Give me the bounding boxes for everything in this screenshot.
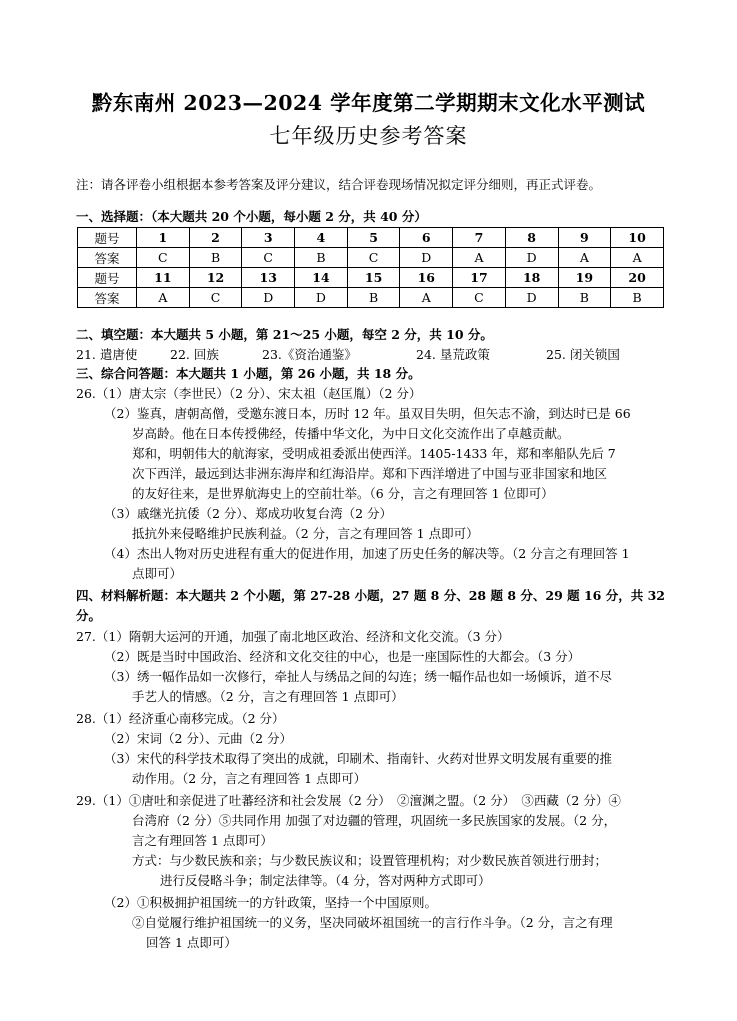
answer-line: 回答 1 点即可） <box>146 935 237 950</box>
answer-line: 台湾府（2 分）⑤共同作用 加强了对边疆的管理，巩固统一多民族国家的发展。（2 分， <box>132 813 617 828</box>
answer-cell: C <box>242 248 295 268</box>
question-number: 20 <box>611 268 664 288</box>
question-number: 16 <box>400 268 453 288</box>
answer-cell: A <box>453 248 506 268</box>
question-number: 12 <box>189 268 242 288</box>
answer-cell: A <box>137 288 190 308</box>
section4-heading-cont: 分。 <box>76 608 102 623</box>
question-number: 3 <box>242 228 295 248</box>
blank-answer: 23.《资治通鉴》 <box>262 347 357 362</box>
question-number: 17 <box>453 268 506 288</box>
answer-cell: C <box>453 288 506 308</box>
answer-line: 手艺人的情感。（2 分，言之有理回答 1 点即可） <box>132 689 404 704</box>
question-number: 1 <box>137 228 190 248</box>
question-number: 11 <box>137 268 190 288</box>
section3-heading: 三、综合问答题：本大题共 1 小题，第 26 小题，共 18 分。 <box>76 366 421 381</box>
answer-cell: C <box>137 248 190 268</box>
answer-line: 次下西洋，最远到达非洲东海岸和红海沿岸。郑和下西洋增进了中国与亚非国家和地区 <box>132 466 608 481</box>
answer-line: 方式：与少数民族和亲；与少数民族议和；设置管理机构；对少数民族首领进行册封； <box>132 853 608 868</box>
question-number: 7 <box>453 228 506 248</box>
question-number: 19 <box>558 268 611 288</box>
answer-line: 言之有理回答 1 点即可） <box>132 833 273 848</box>
answer-line: ②自觉履行维护祖国统一的义务，坚决同破坏祖国统一的言行作斗争。（2 分，言之有理 <box>132 915 613 930</box>
answer-line: 郑和，明朝伟大的航海家，受明成祖委派出使西洋。1405-1433 年，郑和率船队先后 7 <box>132 446 616 461</box>
question-number: 14 <box>295 268 348 288</box>
answer-cell: D <box>242 288 295 308</box>
answer-line: （2）①积极拥护祖国统一的方针政策，坚持一个中国原则。 <box>104 895 437 910</box>
table-row <box>78 288 664 308</box>
blank-answer: 21. 遣唐使 <box>76 347 138 362</box>
blank-answer: 24. 垦荒政策 <box>416 347 490 362</box>
answer-line: （2）既是当时中国政治、经济和文化交往的中心，也是一座国际性的大都会。（3 分） <box>104 649 581 664</box>
blank-answer: 22. 回族 <box>170 347 219 362</box>
answer-cell: B <box>347 288 400 308</box>
table-row <box>78 228 664 248</box>
question-number: 4 <box>295 228 348 248</box>
answer-cell: D <box>505 288 558 308</box>
answer-cell: A <box>400 288 453 308</box>
answer-cell: C <box>347 248 400 268</box>
section4-heading: 四、材料解析题：本大题共 2 个小题，第 27-28 小题，27 题 8 分、28 题 8 分、29 题 16 分，共 32 <box>76 588 665 603</box>
question-number: 5 <box>347 228 400 248</box>
answer-line: （2）宋词（2 分）、元曲（2 分） <box>104 731 293 746</box>
answer-cell: A <box>558 248 611 268</box>
page-subtitle: 七年级历史参考答案 <box>269 124 468 148</box>
row-label: 答案 <box>78 288 137 308</box>
answer-cell: B <box>558 288 611 308</box>
answer-line: 29.（1）①唐吐和亲促进了吐蕃经济和社会发展（2 分） ②澶渊之盟。（2 分） ③西藏（2 分）④ <box>76 793 621 808</box>
question-number: 9 <box>558 228 611 248</box>
answer-line: 点即可） <box>132 566 183 581</box>
answer-line: 动作用。（2 分，言之有理回答 1 点即可） <box>132 771 367 786</box>
answer-line: （3）绣一幅作品如一次修行，牵扯人与绣品之间的勾连；绣一幅作品也如一场倾诉，道不尽 <box>104 669 612 684</box>
answer-cell: B <box>295 248 348 268</box>
question-number: 18 <box>505 268 558 288</box>
question-number: 6 <box>400 228 453 248</box>
table-row <box>78 248 664 268</box>
question-number: 2 <box>189 228 242 248</box>
answer-cell: B <box>611 288 664 308</box>
section1-heading: 一、选择题：（本大题共 20 个小题，每小题 2 分，共 40 分） <box>76 209 427 224</box>
answer-line: 27.（1）隋朝大运河的开通，加强了南北地区政治、经济和文化交流。（3 分） <box>76 629 510 644</box>
question-number: 8 <box>505 228 558 248</box>
answer-cell: A <box>611 248 664 268</box>
answer-line: （3）宋代的科学技术取得了突出的成就，印刷术、指南针、火药对世界文明发展有重要的推 <box>104 751 612 766</box>
answer-line: 抵抗外来侵略维护民族利益。（2 分，言之有理回答 1 点即可） <box>132 526 479 541</box>
question-number: 13 <box>242 268 295 288</box>
row-label: 答案 <box>78 248 137 268</box>
row-label: 题号 <box>78 228 137 248</box>
question-number: 10 <box>611 228 664 248</box>
table-row <box>78 268 664 288</box>
page-title: 黔东南州 2023—2024 学年度第二学期期末文化水平测试 <box>91 91 646 115</box>
answer-cell: D <box>295 288 348 308</box>
question-number: 15 <box>347 268 400 288</box>
answer-line: （2）鉴真，唐朝高僧，受邀东渡日本，历时 12 年。虽双目失明，但矢志不渝，到达时已是 66 <box>104 406 631 421</box>
answer-line: （4）杰出人物对历史进程有重大的促进作用，加速了历史任务的解决等。（2 分言之有理回答 1 <box>104 546 630 561</box>
answer-cell: B <box>189 248 242 268</box>
answer-line: 进行反侵略斗争；制定法律等。（4 分，答对两种方式即可） <box>160 873 491 888</box>
answer-line: （3）戚继光抗倭（2 分）、郑成功收复台湾（2 分） <box>104 506 393 521</box>
section2-heading: 二、填空题：本大题共 5 小题，第 21～25 小题，每空 2 分，共 10 分。 <box>76 327 493 342</box>
answer-cell: D <box>400 248 453 268</box>
grading-note: 注：请各评卷小组根据本参考答案及评分建议，结合评卷现场情况拟定评分细则，再正式评卷。 <box>76 177 602 192</box>
answer-line: 28.（1）经济重心南移完成。（2 分） <box>76 711 285 726</box>
answer-line: 26.（1）唐太宗（李世民）（2 分）、宋太祖（赵匡胤）（2 分） <box>76 386 422 401</box>
answer-line: 岁高龄。他在日本传授佛经，传播中华文化，为中日文化交流作出了卓越贡献。 <box>132 426 570 441</box>
answer-cell: C <box>189 288 242 308</box>
choice-answer-table <box>77 227 664 308</box>
row-label: 题号 <box>78 268 137 288</box>
answer-cell: D <box>505 248 558 268</box>
blank-answer: 25. 闭关锁国 <box>546 347 620 362</box>
answer-line: 的友好往来，是世界航海史上的空前壮举。（6 分，言之有理回答 1 位即可） <box>132 486 554 501</box>
